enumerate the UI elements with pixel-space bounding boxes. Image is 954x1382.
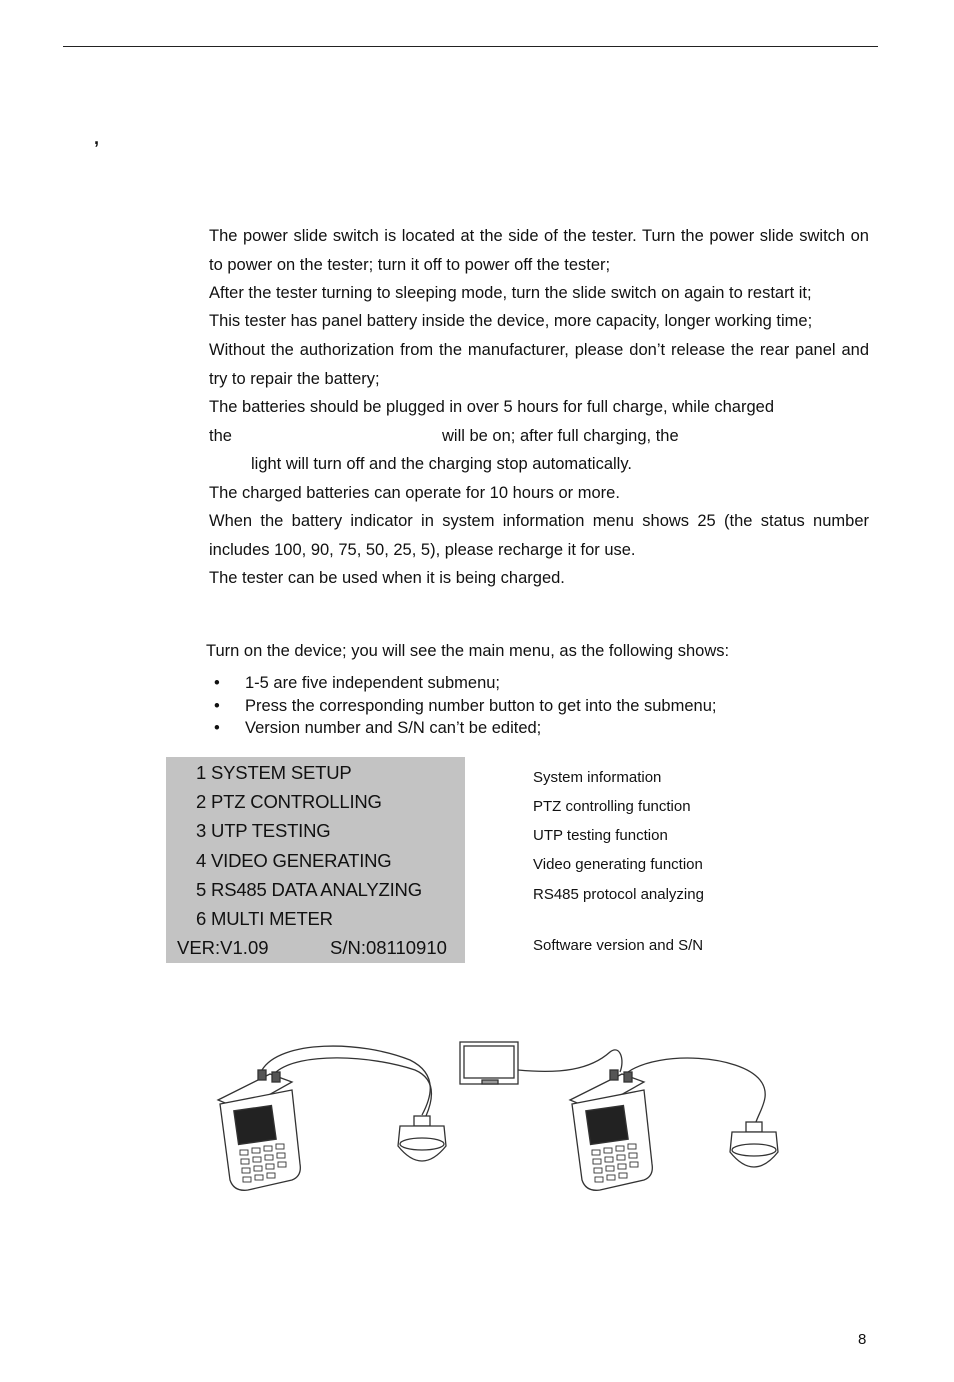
menu-desc-utp: UTP testing function <box>533 827 668 844</box>
power-paragraph-7: When the battery indicator in system information menu shows 25 (the status number includes 100, 90, 75, 50, 25, 5), please recharge it for use. <box>209 512 869 559</box>
bullet-item: • Version number and S/N can’t be edited; <box>210 717 716 740</box>
power-paragraph-1: The power slide switch is located at the side of the tester. Turn the power slide switch on to power on the tester; turn it off to power off the tester; <box>209 227 869 274</box>
menu-desc-video: Video generating function <box>533 856 703 873</box>
menu-item-video-generating[interactable]: 4 VIDEO GENERATING <box>196 850 392 871</box>
power-paragraph-4: Without the authorization from the manufacturer, please don’t release the rear panel and try to repair the battery; <box>209 341 869 388</box>
menu-item-system-setup[interactable]: 1 SYSTEM SETUP <box>196 762 352 783</box>
menu-item-utp-testing[interactable]: 3 UTP TESTING <box>196 820 331 841</box>
bullet-item: • 1-5 are five independent submenu; <box>210 672 716 695</box>
tester-left-icon <box>218 1070 300 1190</box>
header-rule <box>63 46 878 47</box>
power-paragraph-6: The charged batteries can operate for 10 hours or more. <box>209 484 620 502</box>
bullet-dot-icon: • <box>214 696 220 715</box>
menu-desc-version: Software version and S/N <box>533 937 704 954</box>
main-menu-intro: Turn on the device; you will see the main menu, as the following shows: <box>206 642 730 660</box>
connection-diagram <box>200 1030 800 1215</box>
menu-item-ptz-controlling[interactable]: 2 PTZ CONTROLLING <box>196 791 382 812</box>
main-menu-screen <box>166 757 465 963</box>
tester-right-icon <box>570 1070 652 1190</box>
stray-mark: , <box>94 128 100 148</box>
menu-item-multi-meter[interactable]: 6 MULTI METER <box>196 908 333 929</box>
power-paragraph-5d: light will turn off and the charging stop automatically. <box>251 455 632 473</box>
power-paragraph-3: This tester has panel battery inside the device, more capacity, longer working time; <box>209 312 813 330</box>
menu-desc-rs485: RS485 protocol analyzing <box>533 886 704 903</box>
main-menu-bullets <box>210 672 716 740</box>
bullet-dot-icon: • <box>214 719 220 737</box>
power-paragraph-5b: the <box>209 427 232 445</box>
power-paragraph-5a: The batteries should be plugged in over 5 hours for full charge, while charged <box>209 398 775 416</box>
power-paragraph-5c: will be on; after full charging, the <box>442 427 679 445</box>
ptz-camera-right-icon <box>730 1122 778 1167</box>
power-paragraph-2: After the tester turning to sleeping mode, turn the slide switch on again to restart it; <box>209 284 812 302</box>
power-paragraph-8: The tester can be used when it is being charged. <box>209 569 565 587</box>
menu-desc-system: System information <box>533 769 662 786</box>
ptz-camera-left-icon <box>398 1116 446 1161</box>
menu-item-rs485-analyzing[interactable]: 5 RS485 DATA ANALYZING <box>196 879 422 900</box>
version-label: VER:V1.09 <box>177 937 269 958</box>
page-number: 8 <box>858 1331 867 1348</box>
bullet-item: • Press the corresponding number button to get into the submenu; <box>210 695 716 718</box>
monitor-icon <box>460 1042 518 1084</box>
serial-label: S/N:08110910 <box>330 937 447 958</box>
menu-desc-ptz: PTZ controlling function <box>533 798 691 815</box>
bullet-dot-icon: • <box>214 674 220 692</box>
